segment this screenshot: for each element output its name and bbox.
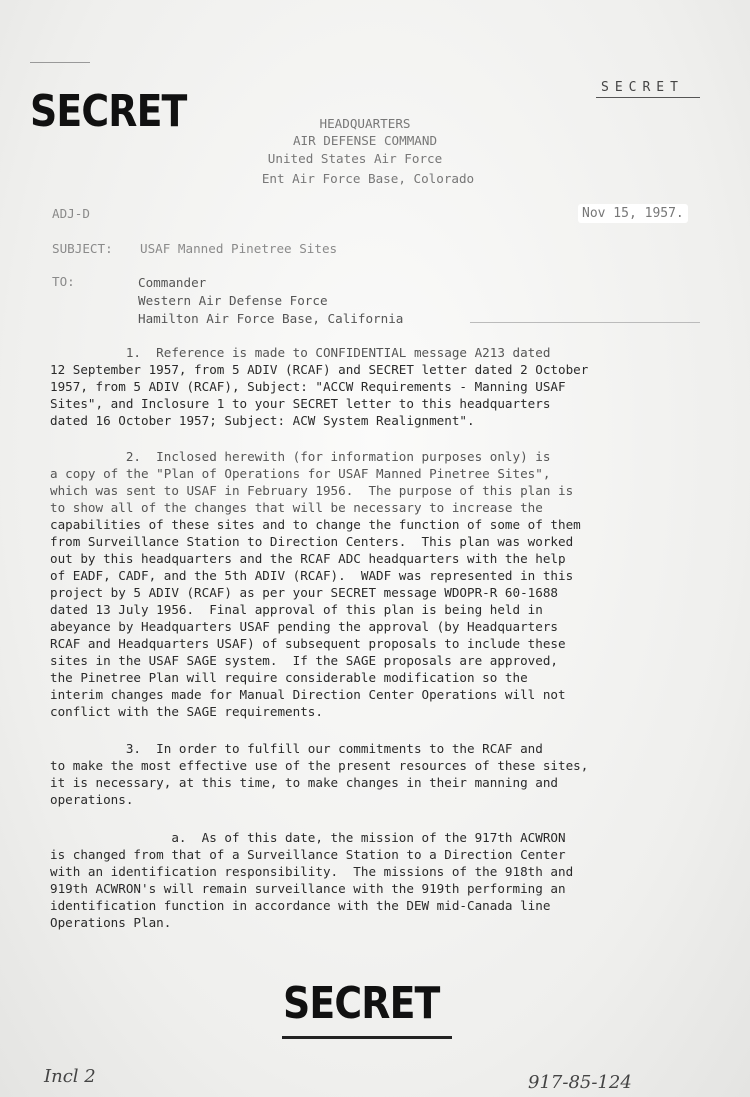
secret-stamp-top-left: SECRET (30, 86, 187, 137)
paragraph-2-line: the Pinetree Plan will require considerable modification so the (50, 670, 528, 685)
paragraph-3a-line: identification function in accordance with the DEW mid-Canada line (50, 898, 551, 913)
paragraph-1-line: 1957, from 5 ADIV (RCAF), Subject: "ACCW Requirements - Manning USAF (50, 379, 566, 394)
paragraph-3a-line: a. As of this date, the mission of the 917th ACWRON (50, 830, 566, 845)
header-line-4: Ent Air Force Base, Colorado (261, 171, 475, 186)
paragraph-2-line: dated 13 July 1956. Final approval of this plan is being held in (50, 602, 543, 617)
paragraph-1-line: 1. Reference is made to CONFIDENTIAL message A213 dated (50, 345, 551, 360)
paragraph-2-line: project by 5 ADIV (RCAF) as per your SECRET message WDOPR-R 60-1688 (50, 585, 558, 600)
paragraph-3a-line: with an identification responsibility. The missions of the 918th and (50, 864, 574, 879)
secret-stamp-top-right: SECRET (601, 80, 684, 95)
addressee-line-3: Hamilton Air Force Base, California (138, 311, 404, 326)
addressee-line-2: Western Air Defense Force (138, 293, 328, 308)
paragraph-3a-line: 919th ACWRON's will remain surveillance with the 919th performing an (50, 881, 566, 896)
bottom-stamp-underline (282, 1036, 452, 1039)
filing-line (470, 322, 700, 323)
paragraph-1-line: dated 16 October 1957; Subject: ACW System Realignment". (50, 413, 475, 428)
top-left-mark (30, 62, 90, 63)
paragraph-2-line: conflict with the SAGE requirements. (50, 704, 323, 719)
paragraph-2-line: out by this headquarters and the RCAF ADC headquarters with the help (50, 551, 566, 566)
to-label: TO: (52, 274, 75, 289)
paragraph-3-line: it is necessary, at this time, to make changes in their manning and (50, 775, 558, 790)
header-line-2: AIR DEFENSE COMMAND (292, 133, 438, 148)
paragraph-2-line: sites in the USAF SAGE system. If the SAGE proposals are approved, (50, 653, 558, 668)
paragraph-3-line: to make the most effective use of the present resources of these sites, (50, 758, 589, 773)
paragraph-3a-line: Operations Plan. (50, 915, 172, 930)
top-right-stamp-underline (596, 97, 700, 98)
paragraph-2-line: which was sent to USAF in February 1956. The purpose of this plan is (50, 483, 574, 498)
paragraph-2-line: of EADF, CADF, and the 5th ADIV (RCAF). WADF was represented in this (50, 568, 574, 583)
subject-label: SUBJECT: (52, 241, 113, 256)
paragraph-2-line: abeyance by Headquarters USAF pending the approval (by Headquarters (50, 619, 558, 634)
paragraph-2-line: interim changes made for Manual Direction Center Operations will not (50, 687, 566, 702)
office-symbol: ADJ-D (52, 206, 90, 221)
paragraph-1-line: Sites", and Inclosure 1 to your SECRET letter to this headquarters (50, 396, 551, 411)
letter-date: Nov 15, 1957. (578, 204, 688, 223)
paragraph-3a-line: is changed from that of a Surveillance Station to a Direction Center (50, 847, 566, 862)
paragraph-2-line: RCAF and Headquarters USAF) of subsequent proposals to include these (50, 636, 566, 651)
subject-text: USAF Manned Pinetree Sites (140, 241, 338, 256)
paragraph-3-line: 3. In order to fulfill our commitments to the RCAF and (50, 741, 543, 756)
handwritten-inclosure-note: Incl 2 (44, 1066, 96, 1087)
secret-stamp-bottom: SECRET (283, 978, 440, 1029)
header-line-3: United States Air Force (267, 151, 443, 166)
paragraph-2-line: to show all of the changes that will be necessary to increase the (50, 500, 543, 515)
paragraph-3-line: operations. (50, 792, 134, 807)
paragraph-1-line: 12 September 1957, from 5 ADIV (RCAF) and SECRET letter dated 2 October (50, 362, 589, 377)
paragraph-2-line: from Surveillance Station to Direction Centers. This plan was worked (50, 534, 574, 549)
addressee-line-1: Commander (138, 275, 207, 290)
header-line-1: HEADQUARTERS (319, 116, 411, 131)
paragraph-2-line: 2. Inclosed herewith (for information purposes only) is (50, 449, 551, 464)
paragraph-2-line: capabilities of these sites and to change the function of some of them (50, 517, 581, 532)
paragraph-2-line: a copy of the "Plan of Operations for USAF Manned Pinetree Sites", (50, 466, 551, 481)
handwritten-document-number: 917-85-124 (528, 1072, 632, 1093)
